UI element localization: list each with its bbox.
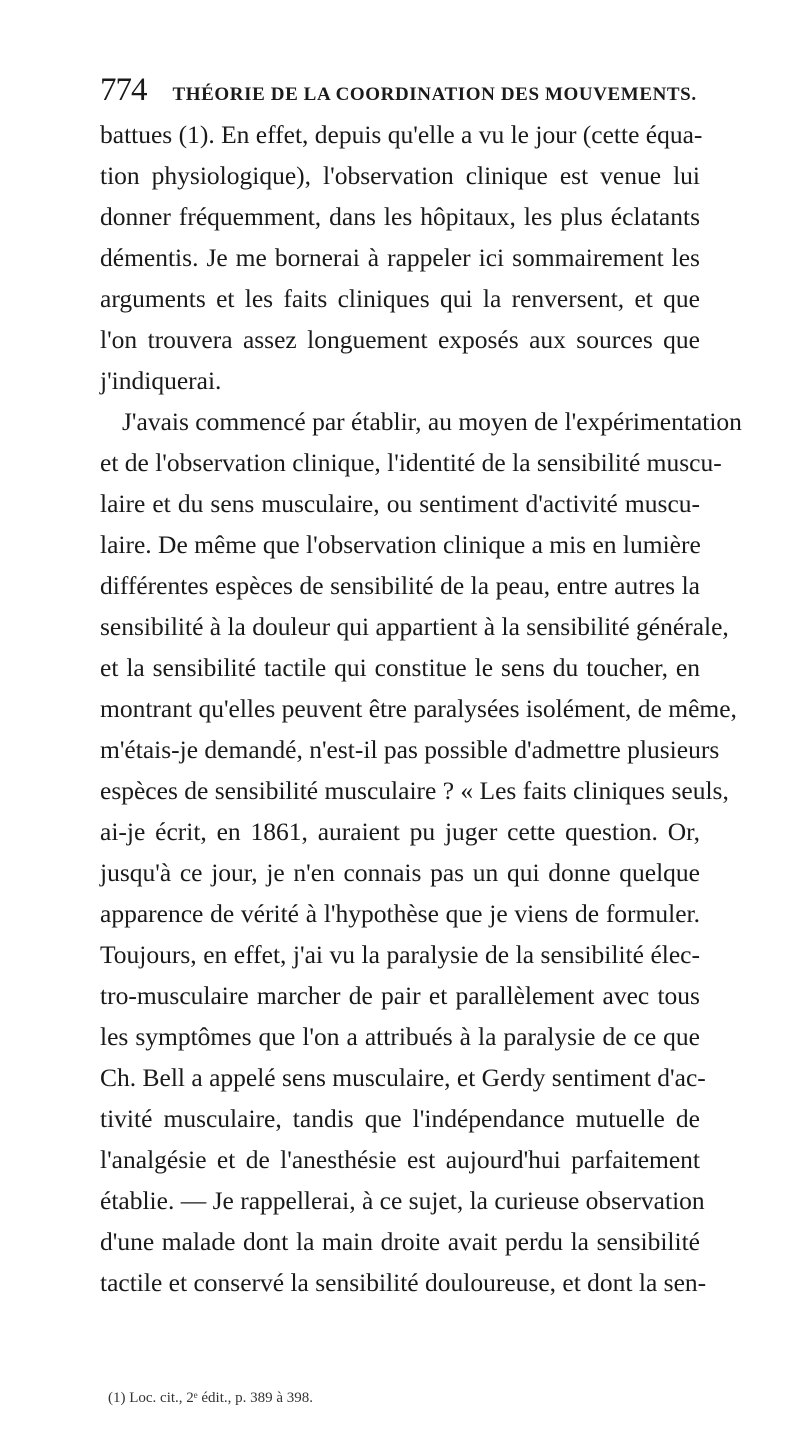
text-line: j'indiquerai. [100,366,222,395]
text-line: tivité musculaire, tandis que l'indépendance mutuelle de [100,1104,700,1133]
text-line: l'on trouvera assez longuement exposés aux sources que [100,325,700,354]
running-title: THÉORIE DE LA COORDINATION DES MOUVEMENTS. [172,84,697,105]
text-line: l'analgésie et de l'anesthésie est aujourd'hui parfaitement [100,1145,700,1174]
footnote: (1) Loc. cit., 2ᵉ édit., p. 389 à 398. [108,1390,314,1406]
text-line: montrant qu'elles peuvent être paralysées isolément, de même, [100,694,737,723]
text-line: donner fréquemment, dans les hôpitaux, les plus éclatants [100,202,700,231]
text-line: m'étais-je demandé, n'est-il pas possible d'admettre plusieurs [100,735,720,764]
text-line: Ch. Bell a appelé sens musculaire, et Gerdy sentiment d'ac- [100,1063,706,1092]
text-line: J'avais commencé par établir, au moyen de l'expérimentation [122,407,742,436]
text-line: tro-musculaire marcher de pair et parallèlement avec tous [100,981,700,1010]
body-text [100,114,742,1303]
text-line: tactile et conservé la sensibilité douloureuse, et dont la sen- [100,1268,707,1297]
text-line: sensibilité à la douleur qui appartient à la sensibilité générale, [100,612,729,641]
page-header [100,72,700,112]
text-line: les symptômes que l'on a attribués à la paralysie de ce que [100,1022,700,1051]
text-line: laire et du sens musculaire, ou sentiment d'activité muscu- [100,489,700,518]
page-number: 774 [100,72,147,108]
text-line: arguments et les faits cliniques qui la renversent, et que [100,284,700,313]
text-line: établie. — Je rappellerai, à ce sujet, la curieuse observation [100,1186,705,1215]
text-line: jusqu'à ce jour, je n'en connais pas un qui donne quelque [100,858,700,887]
text-line: tion physiologique), l'observation clinique est venue lui [100,161,700,190]
text-line: apparence de vérité à l'hypothèse que je viens de formuler. [100,899,700,928]
text-line: laire. De même que l'observation clinique a mis en lumière [100,530,701,559]
text-line: ai-je écrit, en 1861, auraient pu juger cette question. Or, [100,817,700,846]
text-line: Toujours, en effet, j'ai vu la paralysie de la sensibilité élec- [100,940,700,969]
text-line: démentis. Je me bornerai à rappeler ici sommairement les [100,243,700,272]
text-line: d'une malade dont la main droite avait perdu la sensibilité [100,1227,700,1256]
text-line: espèces de sensibilité musculaire ? « Les faits cliniques seuls, [100,776,729,805]
text-line: et de l'observation clinique, l'identité de la sensibilité muscu- [100,448,722,477]
text-line: battues (1). En effet, depuis qu'elle a vu le jour (cette équa- [100,120,703,149]
text-line: différentes espèces de sensibilité de la peau, entre autres la [100,571,700,600]
text-line: et la sensibilité tactile qui constitue le sens du toucher, en [100,653,700,682]
